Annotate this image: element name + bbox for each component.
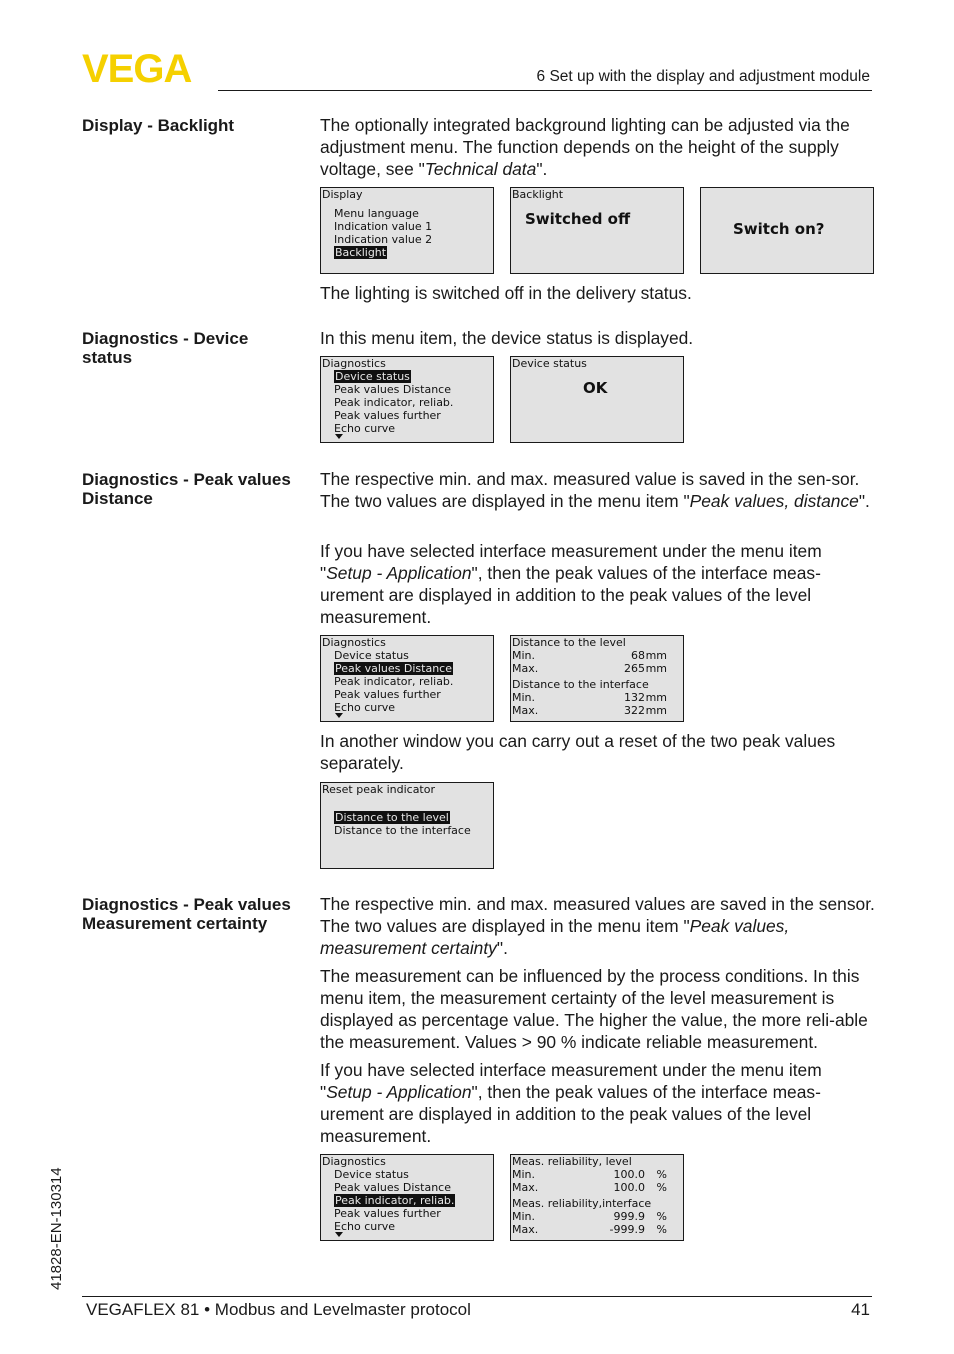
diagnostics-menu-screen	[320, 356, 494, 443]
menu-item: Echo curve	[334, 1220, 396, 1233]
menu-item-selected: Device status	[335, 370, 410, 383]
section-label-peak-certainty: Diagnostics - Peak values Measurement certainty	[82, 895, 291, 933]
paragraph: In this menu item, the device status is displayed.	[320, 328, 694, 348]
unit: %	[656, 1181, 667, 1194]
heading-interface: Distance to the interface	[512, 678, 649, 691]
menu-item: Indication value 2	[334, 233, 433, 246]
menu-item: Distance to the interface	[334, 824, 471, 837]
max-level-value: 100.0	[613, 1181, 645, 1194]
logo-text: VEGA	[82, 50, 192, 86]
heading-level: Meas. reliability, level	[512, 1155, 632, 1168]
switch-on-prompt: Switch on?	[733, 220, 825, 238]
backlight-screen	[510, 187, 684, 274]
unit: %	[656, 1223, 667, 1236]
min-label: Min.	[512, 1210, 536, 1223]
unit: %	[656, 1168, 667, 1181]
max-interface-value: -999.9	[609, 1223, 645, 1236]
paragraph: The measurement can be influenced by the process conditions. In this menu item, the measurement certainty of the level measurement is displayed as percentage value. The higher the value, the more reli-able the measurement. Values > 90 % indicate reliable measurement.	[320, 966, 868, 1052]
min-label: Min.	[512, 649, 536, 662]
min-level-value: 100.0	[613, 1168, 645, 1181]
diagnostics-menu-screen	[320, 1154, 494, 1241]
unit: %	[656, 1210, 667, 1223]
scroll-down-arrow-icon	[335, 434, 343, 439]
min-level-value: 68	[631, 649, 645, 662]
footer-title: VEGAFLEX 81 • Modbus and Levelmaster protocol	[86, 1300, 471, 1319]
section-label-backlight: Display - Backlight	[82, 116, 235, 135]
menu-item-selected: Peak values Distance	[335, 662, 452, 675]
unit: mm	[645, 691, 667, 704]
paragraph: If you have selected interface measurement under the menu item "Setup - Application", then the peak values of the interface meas-urement are displayed in addition to the peak values of the level measurement.	[320, 1060, 822, 1146]
menu-item: Indication value 1	[334, 220, 433, 233]
max-interface-value: 322	[624, 704, 645, 717]
screen-title: Display	[322, 188, 363, 201]
paragraph: The lighting is switched off in the delivery status.	[320, 283, 692, 303]
paragraph: The respective min. and max. measured values are saved in the sensor. The two values are displayed in the menu item "Peak values, measurement certainty".	[320, 894, 875, 958]
paragraph: In another window you can carry out a reset of the two peak values separately.	[320, 731, 836, 773]
device-status-value: OK	[583, 379, 608, 397]
header-section-title: 6 Set up with the display and adjustment module	[536, 68, 870, 85]
diagnostics-menu-screen	[320, 635, 494, 722]
screen-title: Backlight	[512, 188, 564, 201]
section-label-device-status: Diagnostics - Device status	[82, 329, 249, 367]
max-label: Max.	[512, 1181, 539, 1194]
section-label-peak-distance: Diagnostics - Peak values Distance	[82, 470, 291, 508]
menu-item: Echo curve	[334, 422, 396, 435]
reliability-values-screen	[510, 1154, 684, 1241]
menu-item: Peak values Distance	[334, 1181, 451, 1194]
heading-level: Distance to the level	[512, 636, 626, 649]
menu-item: Device status	[334, 1168, 409, 1181]
switch-on-screen	[700, 187, 874, 274]
display-menu-screen	[320, 187, 494, 274]
max-label: Max.	[512, 704, 539, 717]
screen-title: Diagnostics	[322, 636, 386, 649]
paragraph: The respective min. and max. measured value is saved in the sen-sor. The two values are displayed in the menu item "Peak values, distance".	[320, 469, 870, 511]
menu-item: Peak indicator, reliab.	[334, 675, 454, 688]
screen-title: Diagnostics	[322, 1155, 386, 1168]
scroll-down-arrow-icon	[335, 713, 343, 718]
max-level-value: 265	[624, 662, 645, 675]
unit: mm	[645, 649, 667, 662]
menu-item: Menu language	[334, 207, 419, 220]
unit: mm	[645, 704, 667, 717]
backlight-value: Switched off	[525, 210, 631, 228]
footer-divider	[82, 1296, 872, 1297]
min-label: Min.	[512, 1168, 536, 1181]
document-code: 41828-EN-130314	[48, 1167, 65, 1290]
distance-values-screen	[510, 635, 684, 722]
menu-item: Peak values further	[334, 1207, 441, 1220]
device-status-screen	[510, 356, 684, 443]
menu-item: Device status	[334, 649, 409, 662]
menu-item: Peak values further	[334, 688, 441, 701]
min-interface-value: 132	[624, 691, 645, 704]
vega-logo	[82, 50, 214, 86]
paragraph: The optionally integrated background lighting can be adjusted via the adjustment menu. The function depends on the height of the supply voltage, see "Technical data".	[320, 115, 850, 179]
min-label: Min.	[512, 691, 536, 704]
menu-item-selected: Peak indicator, reliab.	[335, 1194, 455, 1207]
screen-title: Reset peak indicator	[322, 783, 436, 796]
header-divider	[218, 90, 872, 91]
reset-peak-screen	[320, 782, 494, 869]
menu-item: Echo curve	[334, 701, 396, 714]
page-number: 41	[851, 1300, 870, 1319]
screen-title: Device status	[512, 357, 587, 370]
menu-item: Peak values Distance	[334, 383, 451, 396]
scroll-down-arrow-icon	[335, 1232, 343, 1237]
paragraph: If you have selected interface measurement under the menu item "Setup - Application", then the peak values of the interface meas-urement are displayed in addition to the peak values of the level measurement.	[320, 541, 822, 627]
menu-item-selected: Distance to the level	[335, 811, 449, 824]
max-label: Max.	[512, 662, 539, 675]
min-interface-value: 999.9	[613, 1210, 645, 1223]
unit: mm	[645, 662, 667, 675]
screen-title: Diagnostics	[322, 357, 386, 370]
menu-item: Peak values further	[334, 409, 441, 422]
menu-item: Peak indicator, reliab.	[334, 396, 454, 409]
max-label: Max.	[512, 1223, 539, 1236]
heading-interface: Meas. reliability,interface	[512, 1197, 652, 1210]
menu-item-selected: Backlight	[335, 246, 387, 259]
